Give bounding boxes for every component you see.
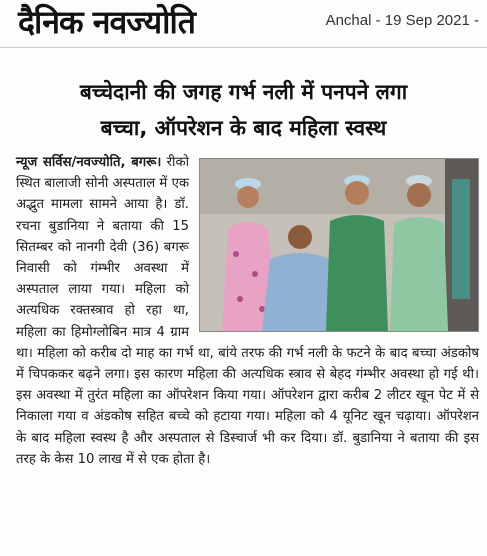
headline-line-2: बच्चा, ऑपरेशन के बाद महिला स्वस्थ (100, 116, 387, 140)
headline-line-1: बच्चेदानी की जगह गर्भ नली में पनपने लगा (79, 80, 408, 104)
edition-label: Anchal - 19 Sep 2021 - (325, 12, 479, 29)
article-body (16, 152, 479, 470)
article-headline (0, 74, 487, 146)
article-text: रीको स्थित बालाजी सोनी अस्पताल में एक अद्भुत मामला सामने आया है। डॉ. रचना बुडानिया ने बताया की 15 सितम्बर को नानगी देवी (36) बगरू निवासी को गंम्भीर अवस्था में अस्पताल लाया गया। महिला को अत्यधिक रक्तस्त्राव हो रहा था, महिला का हिमोग्लोबिन मात्र 4 ग्राम था। महिला को करीब दो माह का गर्भ था, बांये तरफ की गर्भ नली के फटने के बाद बच्चा अंडकोष में चिपककर बढ़ने लगा। इस कारण महिला की अत्यधिक स्त्राव से बेहद गंम्भीर अवस्था हो गई थी। इस अवस्था में तुरंत महिला का ऑपरेशन किया गया। ऑपरेशन द्वारा करीब 2 लीटर खून पेट में से निकाला गया व अंडकोष सहित बच्चे को हटाया गया। महिला को 4 यूनिट खून चढ़ाया। ऑपरेशन के बाद महिला स्वस्थ है और अस्पताल से डिस्चार्ज भी कर दिया। डॉ. बुडानिया ने बताया की इस तरह के केस 10 लाख में से एक होता है। (16, 155, 479, 467)
masthead-title: दैनिक नवज्योति (18, 3, 195, 41)
masthead-divider (0, 47, 487, 48)
news-photo (199, 158, 479, 332)
article-byline: न्यूज सर्विस/नवज्योति, बगरू। (16, 155, 162, 170)
photo-illustration (200, 159, 478, 331)
